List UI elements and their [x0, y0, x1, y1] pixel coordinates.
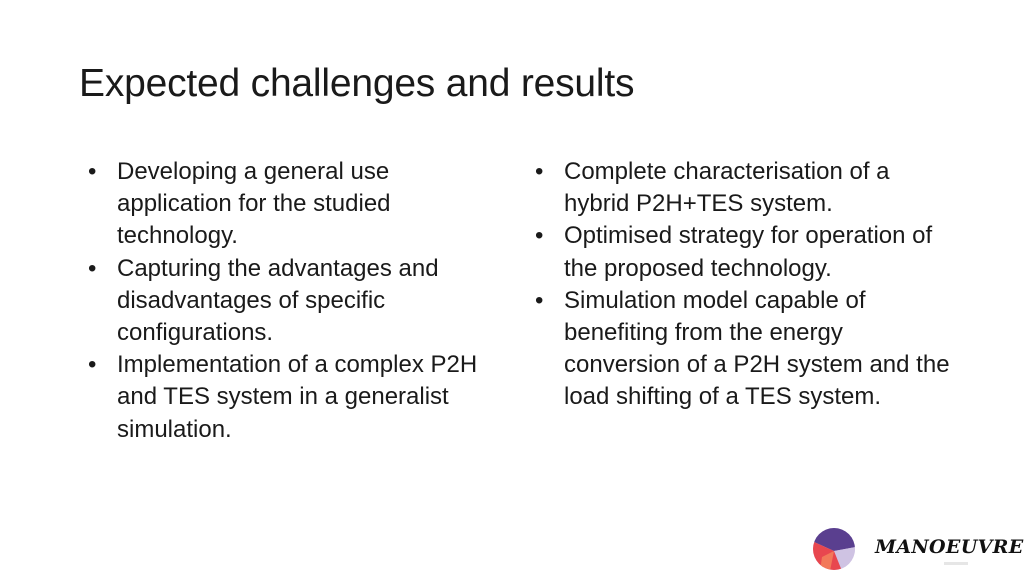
logo-mark-icon — [812, 527, 856, 571]
list-item — [535, 220, 955, 284]
bullet-icon: • — [88, 158, 97, 185]
logo-text-part: EU — [945, 536, 978, 558]
list-item — [88, 349, 488, 446]
bullet-text: Capturing the advantages and disadvantages of specific configurations. — [117, 254, 439, 347]
logo-wordmark — [875, 536, 1023, 558]
bullet-text: Optimised strategy for operation of the proposed technology. — [564, 222, 933, 282]
bullet-icon: • — [88, 254, 97, 282]
bullet-text: Complete characterisation of a hybrid P2H+TES system. — [564, 158, 890, 218]
bullet-icon: • — [535, 286, 544, 314]
manoeuvre-logo — [812, 527, 1024, 571]
bullet-icon: • — [88, 351, 97, 379]
right-bullet-list — [535, 156, 955, 414]
list-item — [535, 156, 955, 220]
slide-number-placeholder — [944, 562, 968, 565]
bullet-icon: • — [535, 158, 544, 185]
list-item — [535, 285, 955, 414]
bullet-icon: • — [535, 222, 544, 250]
bullet-text: Simulation model capable of benefiting from the energy conversion of a P2H system and the load shifting of a TES system. — [564, 286, 950, 411]
list-item — [88, 156, 488, 253]
left-bullet-list — [88, 156, 488, 446]
slide-title: Expected challenges and results — [79, 62, 635, 105]
logo-text-part: MANO — [875, 536, 946, 558]
bullet-text: Developing a general use application for the studied technology. — [117, 158, 391, 250]
bullet-text: Implementation of a complex P2H and TES system in a generalist simulation. — [117, 351, 478, 443]
logo-text-part: VRE — [977, 536, 1024, 558]
list-item — [88, 253, 488, 350]
